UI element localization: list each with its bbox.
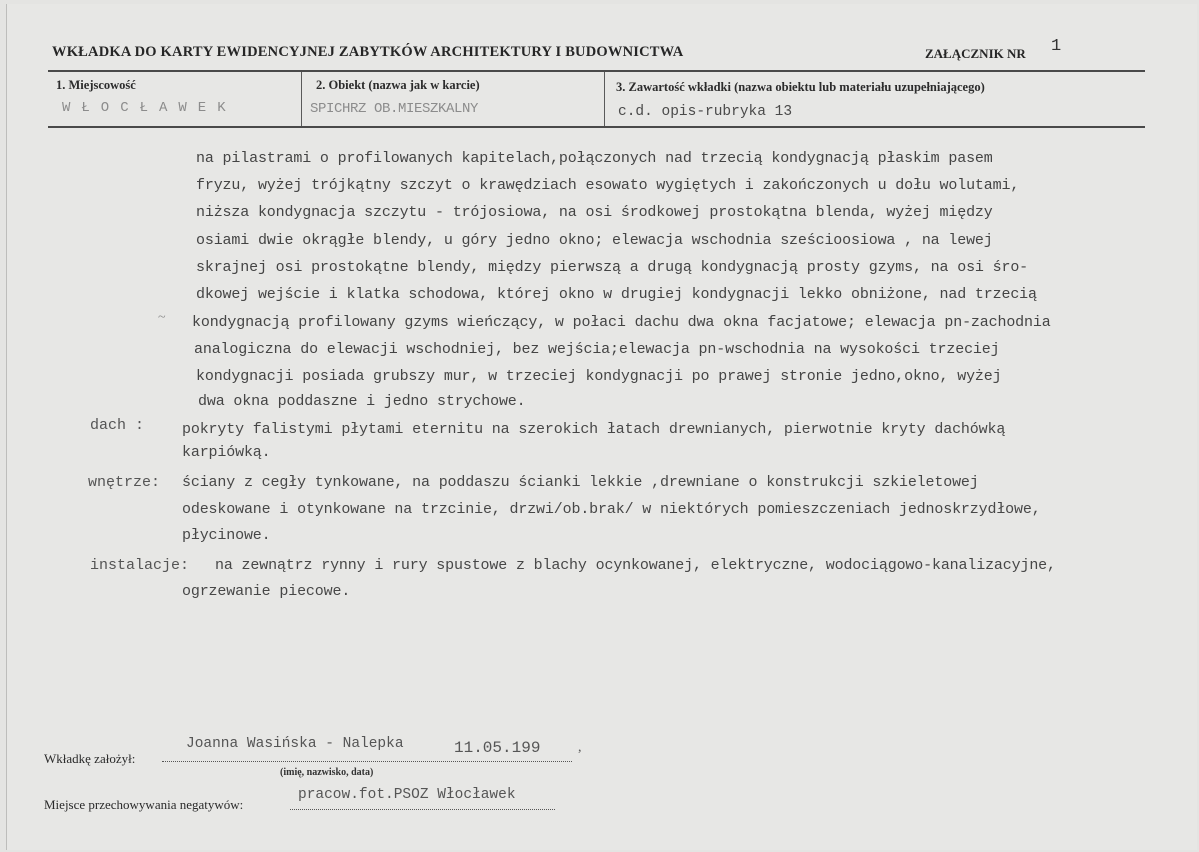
author-dotted-line — [162, 761, 572, 762]
storage-label: Miejsce przechowywania negatywów: — [44, 797, 244, 812]
document-title: WKŁADKA DO KARTY EWIDENCYJNEJ ZABYTKÓW ARCHITEKTURY I BUDOWNICTWA — [52, 44, 684, 60]
date-value: 11.05.199 — [454, 739, 541, 757]
description-line: na pilastrami o profilowanych kapitelach,połączonych nad trzecią kondygnacją płaskim pasem — [196, 150, 993, 167]
description-line: kondygnacją profilowany gzyms wieńczący, w połaci dachu dwa okna facjatowe; elewacja pn-zachodnia — [192, 314, 1051, 331]
section-line: ściany z cegły tynkowane, na poddaszu ścianki lekkie ,drewniane o konstrukcji szkieletowej — [182, 474, 979, 491]
header-rule-top — [48, 70, 1145, 72]
section-line: karpiówką. — [182, 444, 271, 461]
description-line: analogiczna do elewacji wschodniej, bez wejścia;elewacja pn-wschodnia na wysokości trzeciej — [194, 341, 1000, 358]
author-value: Joanna Wasińska - Nalepka — [186, 736, 404, 752]
description-line: osiami dwie okrągłe blendy, u góry jedno okno; elewacja wschodnia sześcioosiowa , na lewej — [196, 232, 993, 249]
content-label: 3. Zawartość wkładki (nazwa obiektu lub materiału uzupełniającego) — [616, 80, 985, 94]
description-line: niższa kondygnacja szczytu - trójosiowa, na osi środkowej prostokątna blenda, wyżej między — [196, 204, 993, 221]
storage-dotted-line — [290, 809, 555, 810]
description-line: fryzu, wyżej trójkątny szczyt o krawędziach esowato wygiętych i zakończonych u dołu wolutami, — [196, 177, 1020, 194]
field-divider-1 — [301, 72, 302, 126]
storage-value: pracow.fot.PSOZ Włocławek — [298, 787, 516, 803]
attachment-number: 1 — [1051, 37, 1062, 56]
comma-mark: , — [578, 740, 582, 755]
description-line: dkowej wejście i klatka schodowa, której okno w drugiej kondygnacji lekko obniżone, nad trzecią — [196, 286, 1037, 303]
content-value: c.d. opis-rubryka 13 — [618, 104, 793, 120]
description-line: skrajnej osi prostokątne blendy, między pierwszą a drugą kondygnacją prosty gzyms, na osi śro- — [196, 259, 1029, 276]
section-key-installations: instalacje: — [90, 557, 190, 574]
margin-mark: ~ — [158, 310, 166, 325]
section-line: na zewnątrz rynny i rury spustowe z blachy ocynkowanej, elektryczne, wodociągowo-kanalizacyjne, — [215, 557, 1056, 574]
attachment-label: ZAŁĄCZNIK NR — [925, 46, 1026, 61]
object-label: 2. Obiekt (nazwa jak w karcie) — [316, 78, 480, 92]
header-rule-bottom — [48, 126, 1145, 128]
section-line: płycinowe. — [182, 527, 271, 544]
description-line: dwa okna poddaszne i jedno strychowe. — [198, 393, 526, 410]
section-line: odeskowane i otynkowane na trzcinie, drzwi/ob.brak/ w niektórych pomieszczeniach jednoskrzydłowe, — [182, 501, 1041, 518]
object-value: SPICHRZ OB.MIESZKALNY — [310, 101, 479, 117]
author-label: Wkładkę założył: — [44, 751, 136, 766]
locality-label: 1. Miejscowość — [56, 78, 136, 92]
description-line: kondygnacji posiada grubszy mur, w trzeciej kondygnacji po prawej stronie jedno,okno, wyżej — [196, 368, 1002, 385]
author-caption: (imię, nazwisko, data) — [280, 767, 374, 778]
section-line: ogrzewanie piecowe. — [182, 583, 351, 600]
section-key-roof: dach : — [90, 417, 145, 434]
section-key-interior: wnętrze: — [88, 474, 161, 491]
section-line: pokryty falistymi płytami eternitu na szerokich łatach drewnianych, pierwotnie kryty dachówką — [182, 421, 1006, 438]
field-divider-2 — [604, 72, 605, 126]
locality-value: WŁOCŁAWEK — [62, 100, 237, 116]
